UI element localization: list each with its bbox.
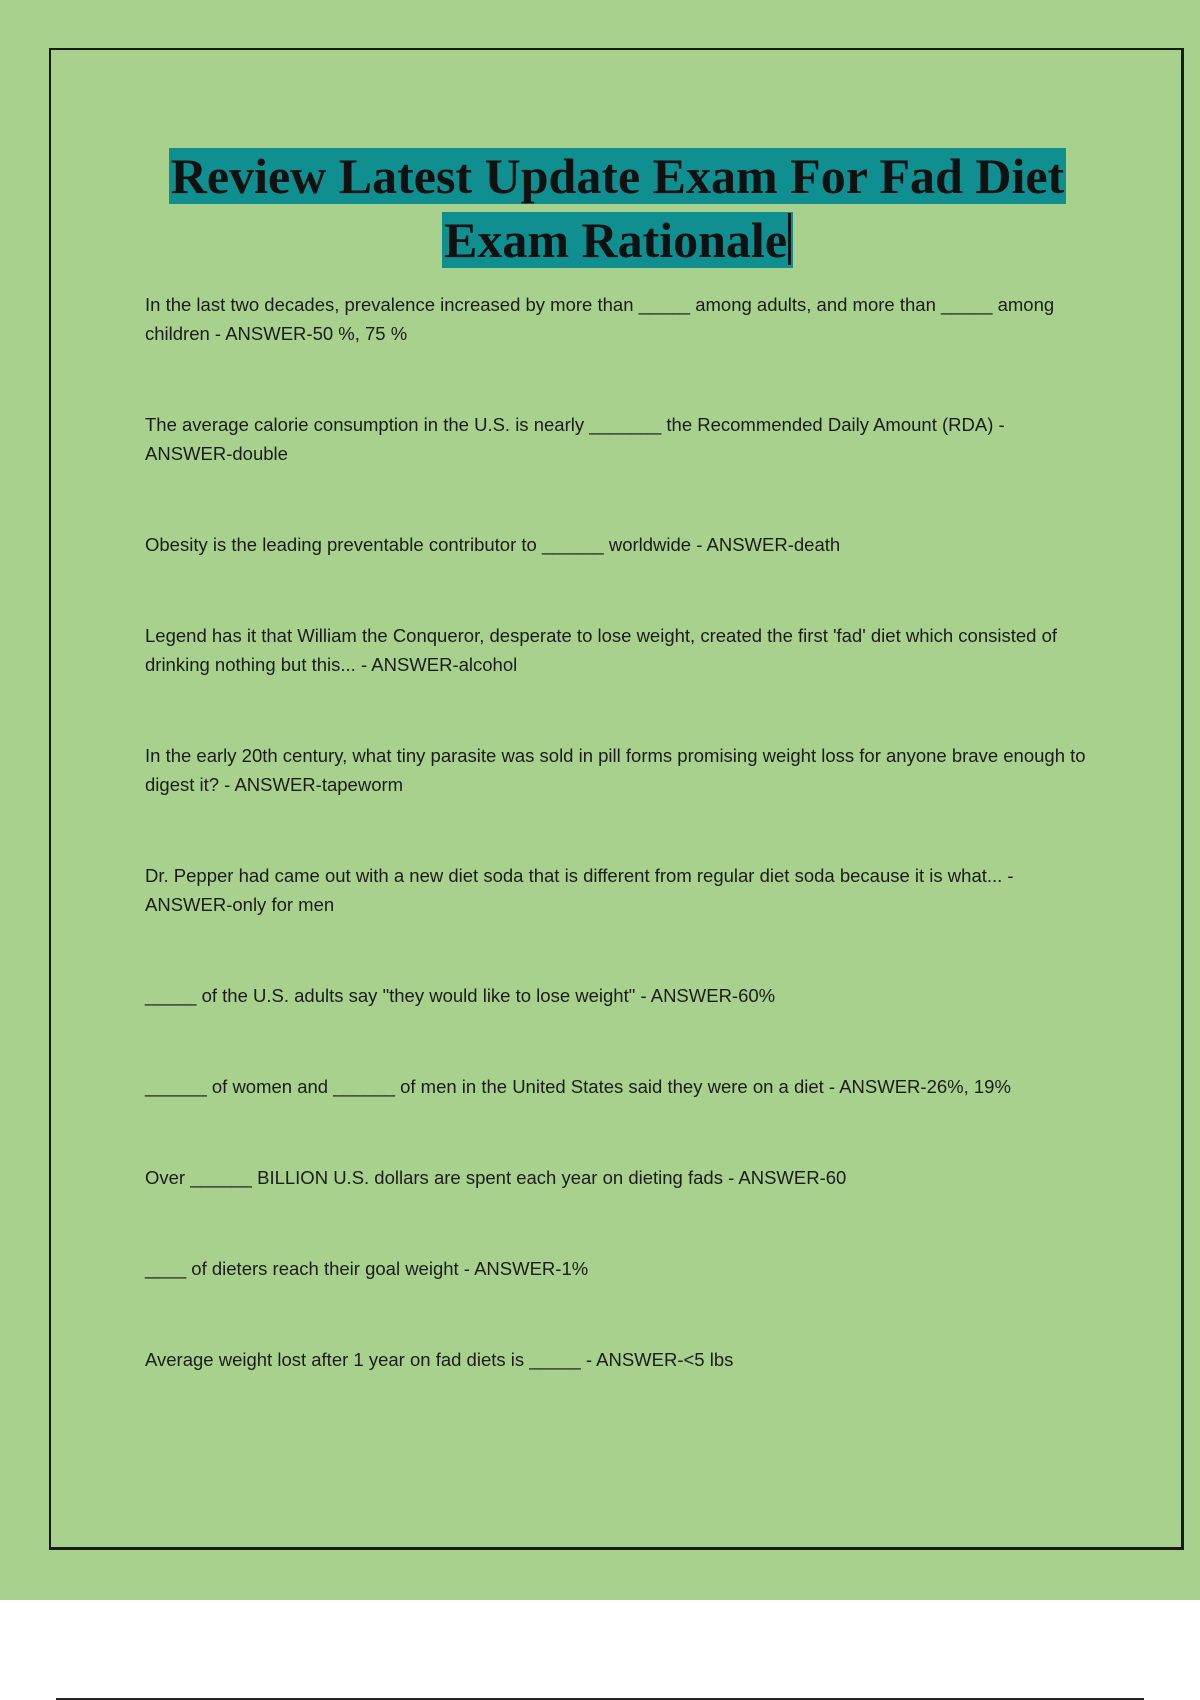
- question-item-6: Dr. Pepper had came out with a new diet soda that is different from regular diet soda because it is what... - ANSWER-only for men: [145, 865, 1014, 915]
- title-line-2-text: Exam Rationale: [443, 212, 788, 268]
- question-item-3: Obesity is the leading preventable contributor to ______ worldwide - ANSWER-death: [145, 534, 841, 555]
- question-item-8: ______ of women and ______ of men in the United States said they were on a diet - ANSWER-26%, 19%: [145, 1076, 1011, 1097]
- page-border: [49, 48, 1184, 1550]
- title-line-1: Review Latest Update Exam For Fad Diet: [170, 148, 1065, 204]
- text-cursor: [788, 213, 791, 265]
- question-item-9: Over ______ BILLION U.S. dollars are spent each year on dieting fads - ANSWER-60: [145, 1167, 847, 1188]
- title-line-2: [442, 212, 793, 268]
- question-item-10: ____ of dieters reach their goal weight - ANSWER-1%: [145, 1258, 589, 1279]
- question-item-11: Average weight lost after 1 year on fad diets is _____ - ANSWER-<5 lbs: [145, 1349, 734, 1370]
- question-item-5: In the early 20th century, what tiny parasite was sold in pill forms promising weight loss for anyone brave enough to digest it? - ANSWER-tapeworm: [145, 745, 1086, 795]
- question-item-1: In the last two decades, prevalence increased by more than _____ among adults, and more than _____ among children - ANSWER-50 %, 75 %: [145, 294, 1055, 344]
- document-title: [100, 144, 1135, 272]
- question-item-7: _____ of the U.S. adults say "they would like to lose weight" - ANSWER-60%: [145, 985, 776, 1006]
- question-item-2: The average calorie consumption in the U.S. is nearly _______ the Recommended Daily Amount (RDA) - ANSWER-double: [145, 414, 1005, 464]
- question-item-4: Legend has it that William the Conqueror, desperate to lose weight, created the first 'fad' diet which consisted of drinking nothing but this... - ANSWER-alcohol: [145, 625, 1058, 675]
